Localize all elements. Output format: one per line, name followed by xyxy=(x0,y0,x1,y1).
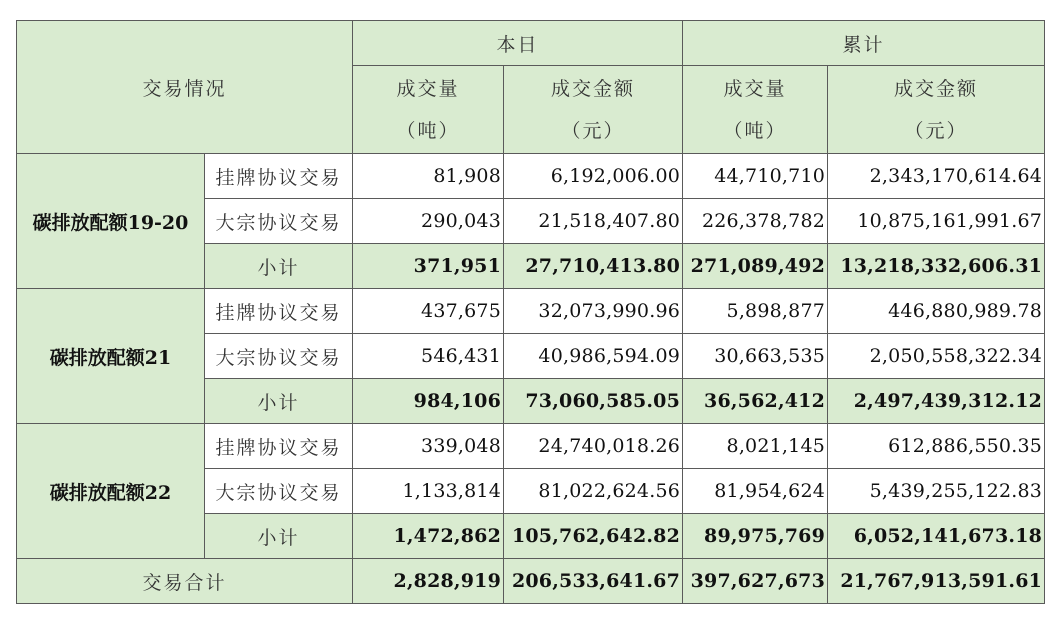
today-volume: 984,106 xyxy=(353,379,504,424)
today-volume: 1,472,862 xyxy=(353,514,504,559)
trade-type: 大宗协议交易 xyxy=(205,469,353,514)
cum-volume: 36,562,412 xyxy=(683,379,828,424)
header-cum-volume-unit: （吨） xyxy=(723,119,787,142)
group-name: 碳排放配额22 xyxy=(17,424,205,559)
total-today-amount: 206,533,641.67 xyxy=(504,559,683,604)
today-volume: 546,431 xyxy=(353,334,504,379)
cum-volume: 271,089,492 xyxy=(683,244,828,289)
header-today-amount xyxy=(504,66,683,154)
header-today: 本日 xyxy=(353,21,683,66)
today-amount: 73,060,585.05 xyxy=(504,379,683,424)
today-volume: 371,951 xyxy=(353,244,504,289)
cum-volume: 81,954,624 xyxy=(683,469,828,514)
cum-amount: 2,050,558,322.34 xyxy=(828,334,1045,379)
cum-volume: 226,378,782 xyxy=(683,199,828,244)
subtotal-label: 小计 xyxy=(205,379,353,424)
cum-volume: 8,021,145 xyxy=(683,424,828,469)
header-cum-amount-unit: （元） xyxy=(904,119,968,142)
cum-amount: 13,218,332,606.31 xyxy=(828,244,1045,289)
header-cumulative: 累计 xyxy=(683,21,1045,66)
subtotal-label: 小计 xyxy=(205,514,353,559)
today-amount: 24,740,018.26 xyxy=(504,424,683,469)
cum-amount: 6,052,141,673.18 xyxy=(828,514,1045,559)
cum-amount: 2,497,439,312.12 xyxy=(828,379,1045,424)
table-row xyxy=(17,424,1045,469)
today-amount: 40,986,594.09 xyxy=(504,334,683,379)
header-cum-amount xyxy=(828,66,1045,154)
today-amount: 81,022,624.56 xyxy=(504,469,683,514)
total-row xyxy=(17,559,1045,604)
table-row xyxy=(17,289,1045,334)
today-amount: 105,762,642.82 xyxy=(504,514,683,559)
group-name: 碳排放配额21 xyxy=(17,289,205,424)
cum-volume: 44,710,710 xyxy=(683,154,828,199)
header-cum-amount-label: 成交金额 xyxy=(894,77,979,100)
trade-type: 大宗协议交易 xyxy=(205,334,353,379)
today-amount: 27,710,413.80 xyxy=(504,244,683,289)
today-amount: 32,073,990.96 xyxy=(504,289,683,334)
trade-type: 挂牌协议交易 xyxy=(205,154,353,199)
cum-volume: 89,975,769 xyxy=(683,514,828,559)
total-cum-amount: 21,767,913,591.61 xyxy=(828,559,1045,604)
cum-volume: 30,663,535 xyxy=(683,334,828,379)
trade-type: 大宗协议交易 xyxy=(205,199,353,244)
cum-amount: 5,439,255,122.83 xyxy=(828,469,1045,514)
cum-amount: 2,343,170,614.64 xyxy=(828,154,1045,199)
header-today-amount-unit: （元） xyxy=(561,119,625,142)
header-today-volume-label: 成交量 xyxy=(396,77,460,100)
group-name: 碳排放配额19-20 xyxy=(17,154,205,289)
header-today-volume xyxy=(353,66,504,154)
subtotal-label: 小计 xyxy=(205,244,353,289)
today-amount: 6,192,006.00 xyxy=(504,154,683,199)
total-cum-volume: 397,627,673 xyxy=(683,559,828,604)
total-today-volume: 2,828,919 xyxy=(353,559,504,604)
header-today-amount-label: 成交金额 xyxy=(551,77,636,100)
total-label: 交易合计 xyxy=(17,559,353,604)
cum-amount: 10,875,161,991.67 xyxy=(828,199,1045,244)
trade-type: 挂牌协议交易 xyxy=(205,424,353,469)
table-row xyxy=(17,154,1045,199)
carbon-trading-table xyxy=(16,20,1045,604)
today-volume: 290,043 xyxy=(353,199,504,244)
header-cum-volume xyxy=(683,66,828,154)
today-volume: 437,675 xyxy=(353,289,504,334)
today-volume: 339,048 xyxy=(353,424,504,469)
today-amount: 21,518,407.80 xyxy=(504,199,683,244)
header-cum-volume-label: 成交量 xyxy=(723,77,787,100)
cum-amount: 446,880,989.78 xyxy=(828,289,1045,334)
header-today-volume-unit: （吨） xyxy=(396,119,460,142)
today-volume: 81,908 xyxy=(353,154,504,199)
today-volume: 1,133,814 xyxy=(353,469,504,514)
carbon-trading-table-container xyxy=(16,20,1045,604)
cum-amount: 612,886,550.35 xyxy=(828,424,1045,469)
header-trade-situation: 交易情况 xyxy=(17,21,353,154)
trade-type: 挂牌协议交易 xyxy=(205,289,353,334)
cum-volume: 5,898,877 xyxy=(683,289,828,334)
